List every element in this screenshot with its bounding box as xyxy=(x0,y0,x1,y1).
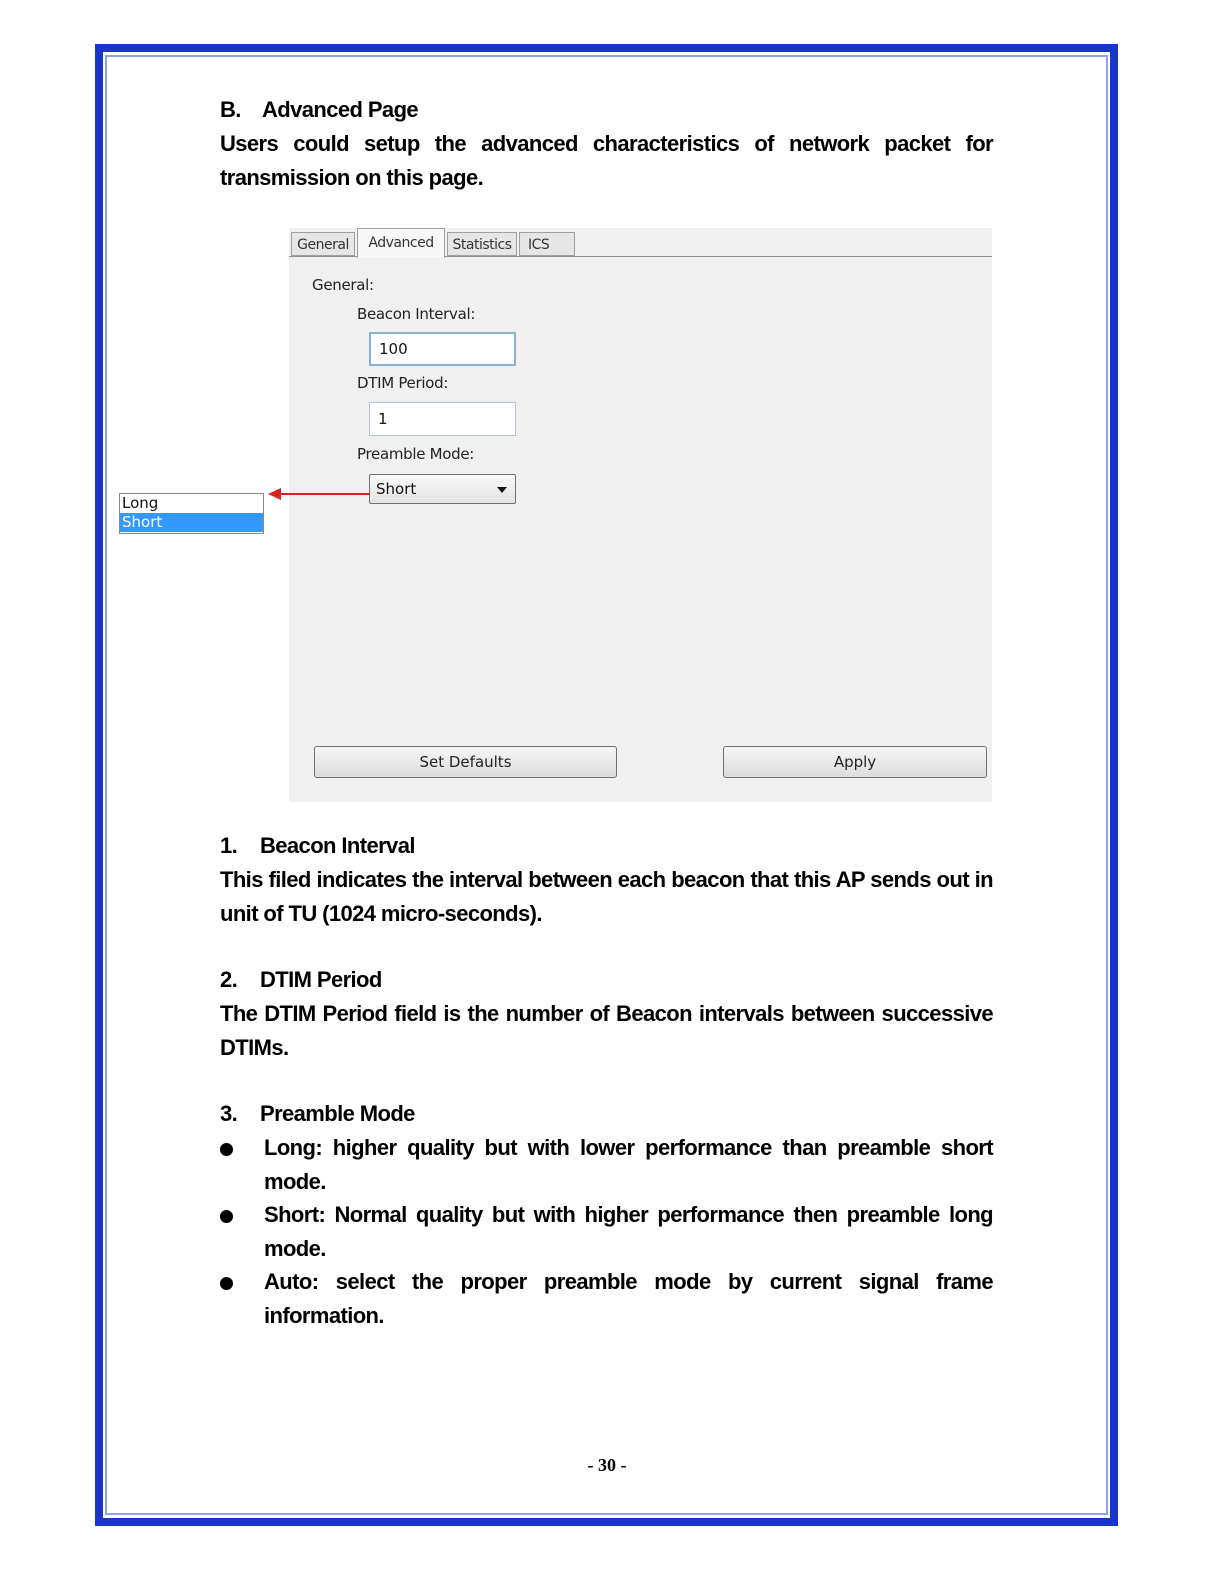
preamble-mode-value: Short xyxy=(376,480,417,498)
intro-line-2: transmission on this page. xyxy=(220,165,484,190)
item-2-line-2: DTIMs. xyxy=(220,1035,289,1060)
tab-ics[interactable]: ICS xyxy=(519,232,575,256)
item-1-line-2: unit of TU (1024 micro-seconds). xyxy=(220,901,542,926)
preamble-mode-label: Preamble Mode: xyxy=(357,445,475,463)
bullet-icon xyxy=(220,1143,233,1156)
intro-line-1: Users could setup the advanced characteristics of network packet for xyxy=(220,131,993,156)
item-2-title: DTIM Period xyxy=(260,967,382,992)
tab-advanced[interactable]: Advanced xyxy=(357,228,445,258)
item-1-line-1: This filed indicates the interval between each beacon that this AP sends out in xyxy=(220,867,993,892)
preamble-options-list xyxy=(119,493,264,534)
preamble-option-short[interactable]: Short xyxy=(120,513,263,532)
item-3-title: Preamble Mode xyxy=(260,1101,415,1126)
item-1-number: 1. xyxy=(220,833,238,858)
bullet-icon xyxy=(220,1277,233,1290)
dtim-period-label: DTIM Period: xyxy=(357,374,449,392)
settings-panel xyxy=(289,228,992,802)
bullet-text-short: Short: Normal quality but with higher performance then preamble long mode. xyxy=(264,1202,993,1261)
section-heading xyxy=(220,97,418,123)
bullet-text-auto: Auto: select the proper preamble mode by current signal frame information. xyxy=(264,1269,993,1328)
preamble-option-long[interactable]: Long xyxy=(122,494,159,512)
item-3-number: 3. xyxy=(220,1101,238,1126)
callout-arrow-line xyxy=(280,493,370,495)
tab-general[interactable]: General xyxy=(291,232,355,256)
section-heading-number: B. xyxy=(220,97,241,122)
set-defaults-button[interactable]: Set Defaults xyxy=(314,746,617,778)
item-2-line-1: The DTIM Period field is the number of Beacon intervals between successive xyxy=(220,1001,993,1026)
dtim-period-input[interactable] xyxy=(369,402,516,436)
arrow-left-icon xyxy=(268,488,281,500)
item-2-number: 2. xyxy=(220,967,238,992)
item-3-heading xyxy=(220,1101,415,1127)
beacon-interval-input[interactable] xyxy=(369,332,516,366)
item-1-title: Beacon Interval xyxy=(260,833,415,858)
tab-statistics[interactable]: Statistics xyxy=(447,232,517,256)
group-label-general: General: xyxy=(312,276,374,294)
beacon-interval-label: Beacon Interval: xyxy=(357,305,476,323)
bullet-text-long: Long: higher quality but with lower performance than preamble short mode. xyxy=(264,1135,993,1194)
bullet-icon xyxy=(220,1210,233,1223)
page-number: - 30 - xyxy=(587,1455,627,1475)
chevron-down-icon xyxy=(497,487,507,493)
item-2-heading xyxy=(220,967,382,993)
section-heading-title: Advanced Page xyxy=(262,97,419,122)
preamble-mode-select[interactable] xyxy=(369,474,516,504)
apply-button[interactable]: Apply xyxy=(723,746,987,778)
item-1-heading xyxy=(220,833,415,859)
